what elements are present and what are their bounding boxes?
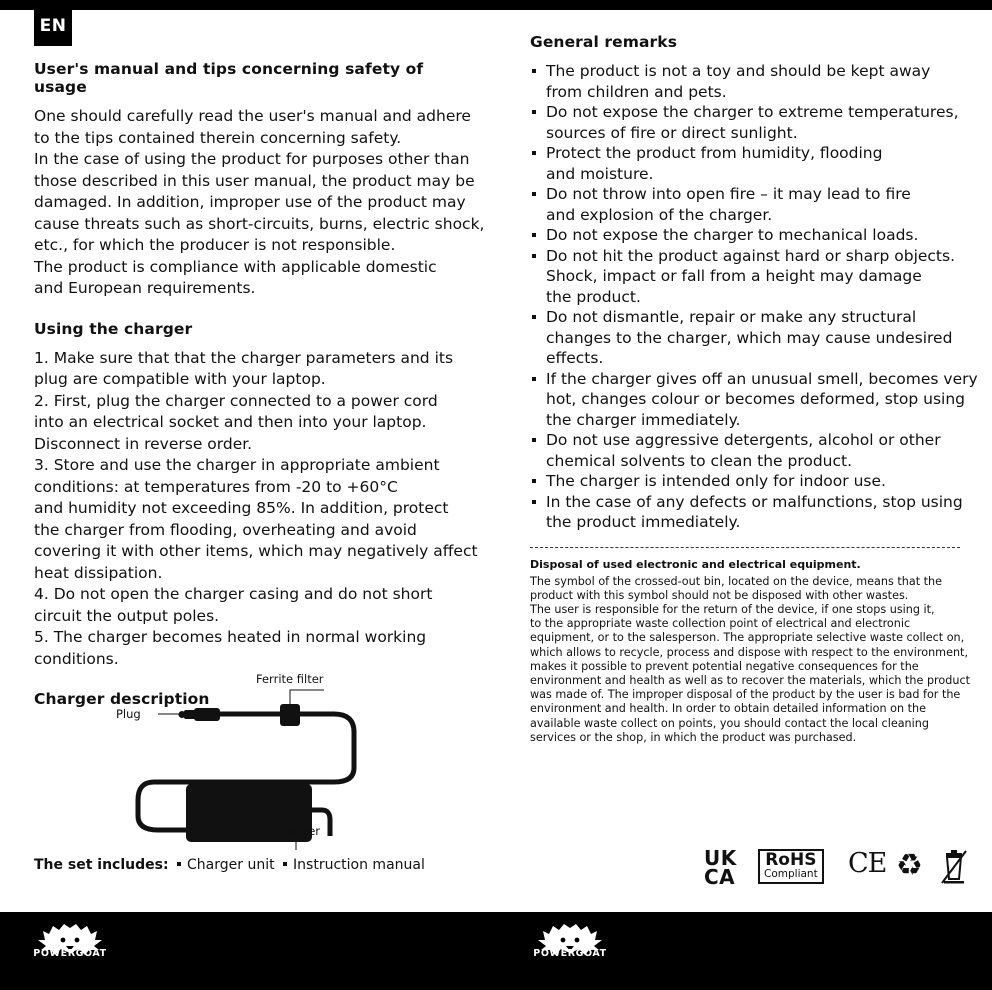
bullet-line: the product. bbox=[546, 287, 641, 306]
top-black-bar bbox=[0, 0, 992, 10]
diagram-label-charger: Charger bbox=[274, 824, 320, 838]
list-item bbox=[530, 143, 960, 184]
manual-line: damaged. In addition, improper use of the product may bbox=[34, 193, 466, 211]
using-line: into an electrical socket and then into your laptop. bbox=[34, 413, 427, 431]
bullet-square-icon bbox=[532, 315, 536, 319]
bullet-line: Do not throw into open fire – it may lead to fire bbox=[546, 185, 911, 203]
bullet-line: Protect the product from humidity, flooding bbox=[546, 144, 883, 162]
general-remarks-list bbox=[530, 61, 978, 533]
set-includes-item: Instruction manual bbox=[293, 857, 425, 873]
bullet-line: the charger immediately. bbox=[546, 410, 741, 429]
bullet-square-icon bbox=[532, 500, 536, 504]
recycle-icon: ♻ bbox=[896, 848, 923, 883]
disposal-line: The symbol of the crossed-out bin, located on the device, means that the bbox=[530, 574, 943, 588]
manual-line: and European requirements. bbox=[34, 279, 256, 297]
manual-line: The product is compliance with applicable domestic bbox=[34, 257, 437, 276]
disposal-text bbox=[530, 574, 970, 745]
users-manual-heading: User's manual and tips concerning safety of usage bbox=[34, 60, 424, 96]
bullet-line: Do not dismantle, repair or make any structural bbox=[546, 308, 917, 326]
right-column bbox=[530, 33, 978, 745]
using-line: 1. Make sure that that the charger parameters and its bbox=[34, 348, 454, 367]
brand-logo-center bbox=[533, 922, 607, 980]
bullet-line: from children and pets. bbox=[546, 82, 727, 101]
disposal-line: services or the shop, in which the product was purchased. bbox=[530, 730, 857, 744]
list-item bbox=[530, 471, 960, 492]
bullet-square-icon bbox=[177, 862, 181, 866]
using-line: covering it with other items, which may negatively affect bbox=[34, 542, 478, 560]
bullet-line: In the case of any defects or malfunctions, stop using bbox=[546, 492, 963, 511]
bullet-line: Do not hit the product against hard or sharp objects. bbox=[546, 246, 956, 265]
list-item bbox=[530, 61, 960, 102]
manual-line: etc., for which the producer is not responsible. bbox=[34, 236, 396, 254]
disposal-line: to the appropriate waste collection point of electrical and electronic bbox=[530, 617, 911, 631]
list-item bbox=[530, 307, 960, 369]
list-item bbox=[530, 225, 960, 246]
bullet-square-icon bbox=[532, 69, 536, 73]
bullet-line: sources of fire or direct sunlight. bbox=[546, 123, 798, 142]
using-line: 2. First, plug the charger connected to a power cord bbox=[34, 391, 438, 410]
list-item bbox=[530, 430, 960, 471]
using-line: conditions: at temperatures from -20 to +60°C bbox=[34, 477, 398, 496]
bullet-line: If the charger gives off an unusual smell, becomes very bbox=[546, 369, 978, 388]
brand-name: POWERGOAT bbox=[533, 948, 607, 959]
bullet-square-icon bbox=[532, 479, 536, 483]
dashed-divider bbox=[530, 547, 960, 548]
left-column bbox=[34, 60, 485, 718]
bullet-square-icon bbox=[532, 377, 536, 381]
rohs-mark-icon bbox=[758, 849, 824, 884]
ukca-line-1: UK bbox=[704, 846, 737, 870]
manual-line: to the tips contained therein concerning safety. bbox=[34, 128, 402, 147]
bullet-square-icon bbox=[283, 862, 287, 866]
bullet-square-icon bbox=[532, 110, 536, 114]
using-line: heat dissipation. bbox=[34, 563, 163, 582]
bullet-square-icon bbox=[532, 192, 536, 196]
brand-name: POWERGOAT bbox=[33, 948, 107, 959]
disposal-line: was made of. The improper disposal of the product by the user is bad for the bbox=[530, 688, 961, 702]
bullet-line: The charger is intended only for indoor use. bbox=[546, 472, 886, 490]
bullet-line: and explosion of the charger. bbox=[546, 205, 773, 224]
bottom-black-bar bbox=[0, 912, 992, 990]
using-line: the charger from flooding, overheating and avoid bbox=[34, 520, 417, 539]
bullet-square-icon bbox=[532, 233, 536, 237]
disposal-line: available waste collect on points, you should contact the local cleaning bbox=[530, 716, 929, 730]
using-line: plug are compatible with your laptop. bbox=[34, 370, 326, 388]
list-item bbox=[530, 492, 963, 533]
using-charger-heading: Using the charger bbox=[34, 319, 193, 338]
bullet-line: and moisture. bbox=[546, 164, 654, 183]
using-line: conditions. bbox=[34, 649, 119, 668]
list-item bbox=[530, 369, 978, 431]
manual-line: cause threats such as short-circuits, burns, electric shock, bbox=[34, 214, 485, 233]
bullet-line: the product immediately. bbox=[546, 513, 741, 531]
bullet-line: changes to the charger, which may cause undesired bbox=[546, 328, 953, 347]
using-line: 5. The charger becomes heated in normal working bbox=[34, 628, 427, 646]
using-line: 4. Do not open the charger casing and do not short bbox=[34, 585, 433, 603]
ukca-mark-icon bbox=[704, 846, 737, 889]
rohs-line-2: Compliant bbox=[764, 868, 818, 880]
disposal-line: product with this symbol should not be disposed with other wastes. bbox=[530, 588, 909, 602]
language-badge: EN bbox=[34, 6, 72, 46]
set-includes-label: The set includes: bbox=[34, 857, 169, 873]
list-item bbox=[530, 184, 960, 225]
charger-description-heading: Charger description bbox=[34, 690, 210, 708]
bullet-line: effects. bbox=[546, 349, 604, 367]
bullet-line: Do not expose the charger to mechanical loads. bbox=[546, 226, 919, 244]
disposal-line: which allows to recycle, process and dispose with respect to the environment, bbox=[530, 645, 968, 659]
disposal-line: equipment, or to the salesperson. The appropriate selective waste collect on, bbox=[530, 631, 965, 645]
rohs-line-1: RoHS bbox=[765, 850, 817, 870]
ce-mark-icon: CE bbox=[848, 848, 887, 879]
list-item bbox=[530, 246, 960, 308]
set-includes bbox=[34, 857, 425, 873]
bullet-line: Do not use aggressive detergents, alcohol or other bbox=[546, 431, 941, 449]
manual-line: One should carefully read the user's manual and adhere bbox=[34, 107, 471, 125]
users-manual-text bbox=[34, 106, 485, 300]
bullet-line: chemical solvents to clean the product. bbox=[546, 451, 853, 470]
list-item bbox=[530, 102, 960, 143]
crossed-out-bin-icon bbox=[940, 849, 968, 885]
bullet-line: hot, changes colour or becomes deformed, stop using bbox=[546, 390, 966, 408]
disposal-heading: Disposal of used electronic and electrical equipment. bbox=[530, 557, 861, 571]
using-line: 3. Store and use the charger in appropriate ambient bbox=[34, 456, 440, 474]
using-line: circuit the output poles. bbox=[34, 606, 220, 625]
using-charger-text bbox=[34, 348, 478, 671]
bullet-line: Shock, impact or fall from a height may damage bbox=[546, 267, 922, 285]
general-remarks-heading: General remarks bbox=[530, 33, 678, 51]
disposal-line: makes it possible to prevent potential negative consequences for the bbox=[530, 659, 919, 673]
manual-line: those described in this user manual, the product may be bbox=[34, 171, 475, 190]
charger-diagram-svg bbox=[34, 660, 474, 850]
bullet-square-icon bbox=[532, 254, 536, 258]
bullet-line: Do not expose the charger to extreme temperatures, bbox=[546, 103, 959, 121]
bullet-square-icon bbox=[532, 151, 536, 155]
certification-marks bbox=[700, 845, 970, 897]
diagram-label-plug: Plug bbox=[116, 707, 141, 721]
brand-logo-left bbox=[33, 922, 107, 980]
manual-line: In the case of using the product for purposes other than bbox=[34, 150, 470, 168]
disposal-line: environment and health. In order to obtain detailed information on the bbox=[530, 702, 926, 716]
using-line: and humidity not exceeding 85%. In addition, protect bbox=[34, 499, 449, 517]
ukca-line-2: CA bbox=[704, 865, 736, 889]
bullet-line: The product is not a toy and should be kept away bbox=[546, 62, 931, 80]
diagram-label-ferrite: Ferrite filter bbox=[256, 672, 324, 686]
using-line: Disconnect in reverse order. bbox=[34, 434, 253, 453]
bullet-square-icon bbox=[532, 438, 536, 442]
charger-diagram bbox=[34, 660, 474, 850]
disposal-line: environment and health as well as to recover the materials, which the product bbox=[530, 673, 970, 687]
set-includes-item: Charger unit bbox=[187, 857, 275, 873]
disposal-line: The user is responsible for the return of the device, if one stops using it, bbox=[530, 602, 935, 616]
